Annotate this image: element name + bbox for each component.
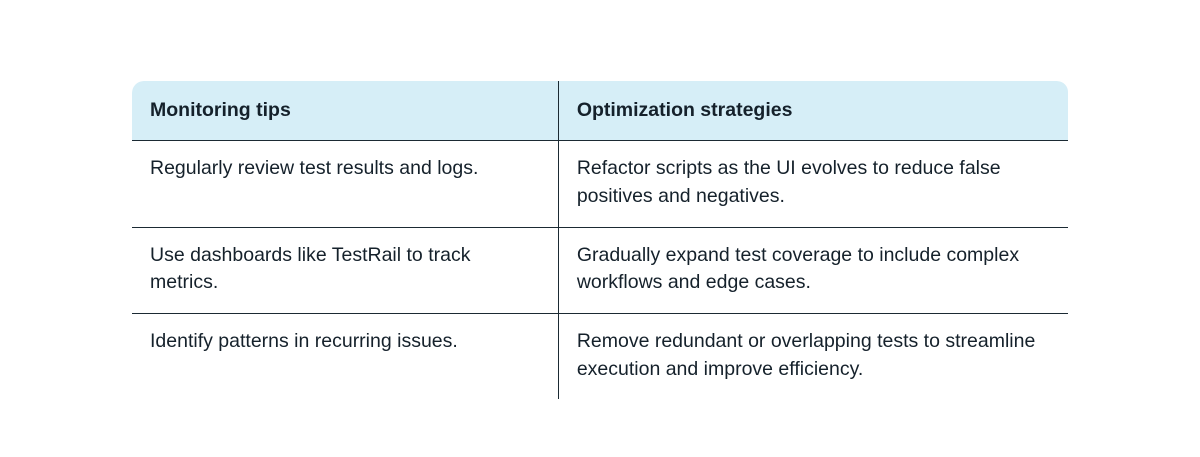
column-header-optimization-strategies: Optimization strategies [558,81,1068,141]
cell-monitoring-tip-1: Regularly review test results and logs. [132,141,559,227]
table-row [132,314,1069,400]
table-header [132,81,1069,141]
cell-optimization-strategy-3: Remove redundant or overlapping tests to streamline execution and improve efficiency. [558,314,1068,400]
comparison-table-container [131,80,1069,400]
table-row [132,141,1069,227]
comparison-table [131,80,1069,400]
cell-optimization-strategy-2: Gradually expand test coverage to include complex workflows and edge cases. [558,227,1068,313]
cell-optimization-strategy-1: Refactor scripts as the UI evolves to reduce false positives and negatives. [558,141,1068,227]
cell-monitoring-tip-3: Identify patterns in recurring issues. [132,314,559,400]
column-header-monitoring-tips: Monitoring tips [132,81,559,141]
cell-monitoring-tip-2: Use dashboards like TestRail to track metrics. [132,227,559,313]
table-row [132,227,1069,313]
table-body [132,141,1069,400]
table-header-row [132,81,1069,141]
